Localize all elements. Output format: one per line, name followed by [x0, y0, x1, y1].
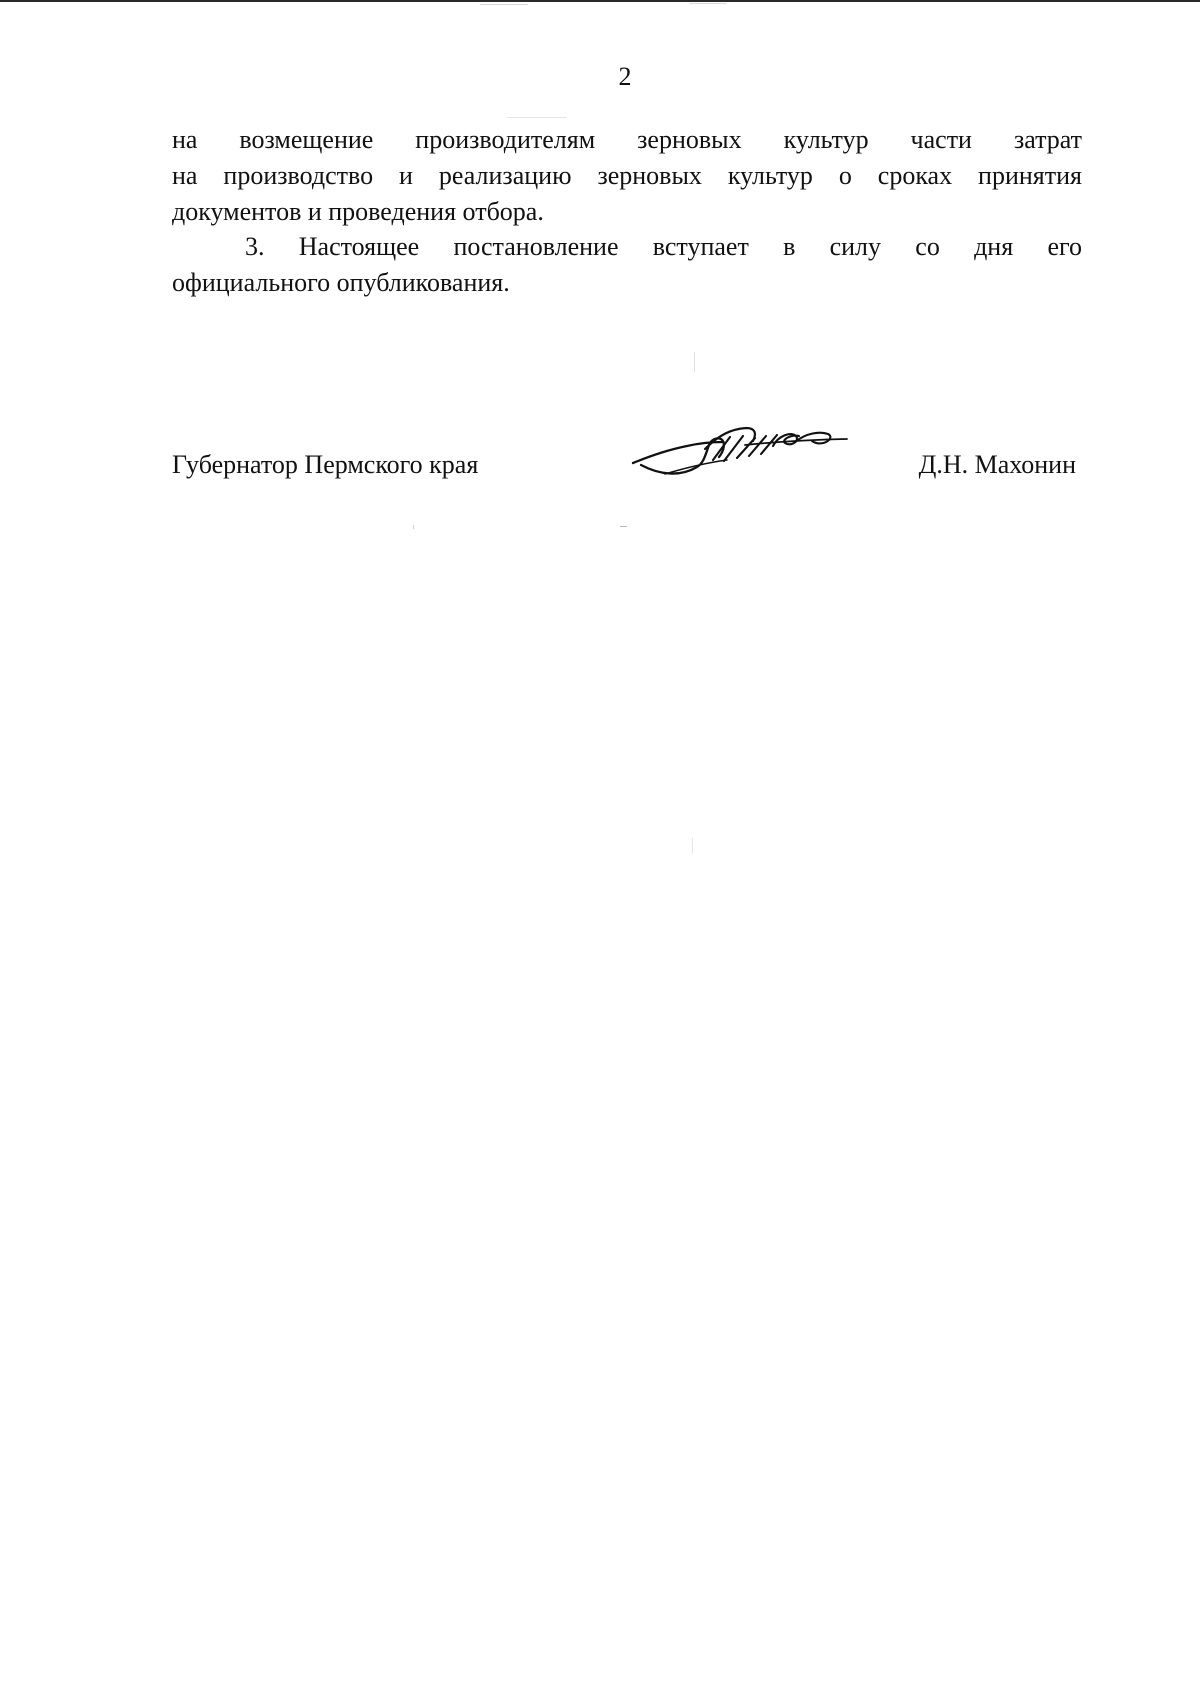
- signatory-position: Губернатор Пермского края: [172, 450, 479, 479]
- paragraph-line: 3. Настоящее постановление вступает в силу со дня его: [245, 232, 1082, 261]
- scan-noise: [692, 838, 693, 854]
- paragraph-line: на производство и реализацию зерновых культур о сроках принятия: [172, 161, 1082, 190]
- scan-noise: [694, 352, 695, 372]
- signatory-name: Д.Н. Махонин: [918, 450, 1076, 479]
- scan-noise: [413, 525, 414, 529]
- handwritten-signature: [625, 418, 850, 490]
- paragraph-line: на возмещение производителям зерновых культур части затрат: [172, 125, 1082, 154]
- paragraph-line: документов и проведения отбора.: [172, 197, 544, 226]
- page-number: 2: [618, 62, 632, 91]
- scan-top-edge: [0, 0, 1200, 2]
- scan-noise: [690, 3, 726, 4]
- scan-noise: [480, 4, 528, 5]
- paragraph-line: официального опубликования.: [172, 268, 510, 297]
- scan-noise: [507, 117, 567, 118]
- scan-noise: [620, 526, 627, 527]
